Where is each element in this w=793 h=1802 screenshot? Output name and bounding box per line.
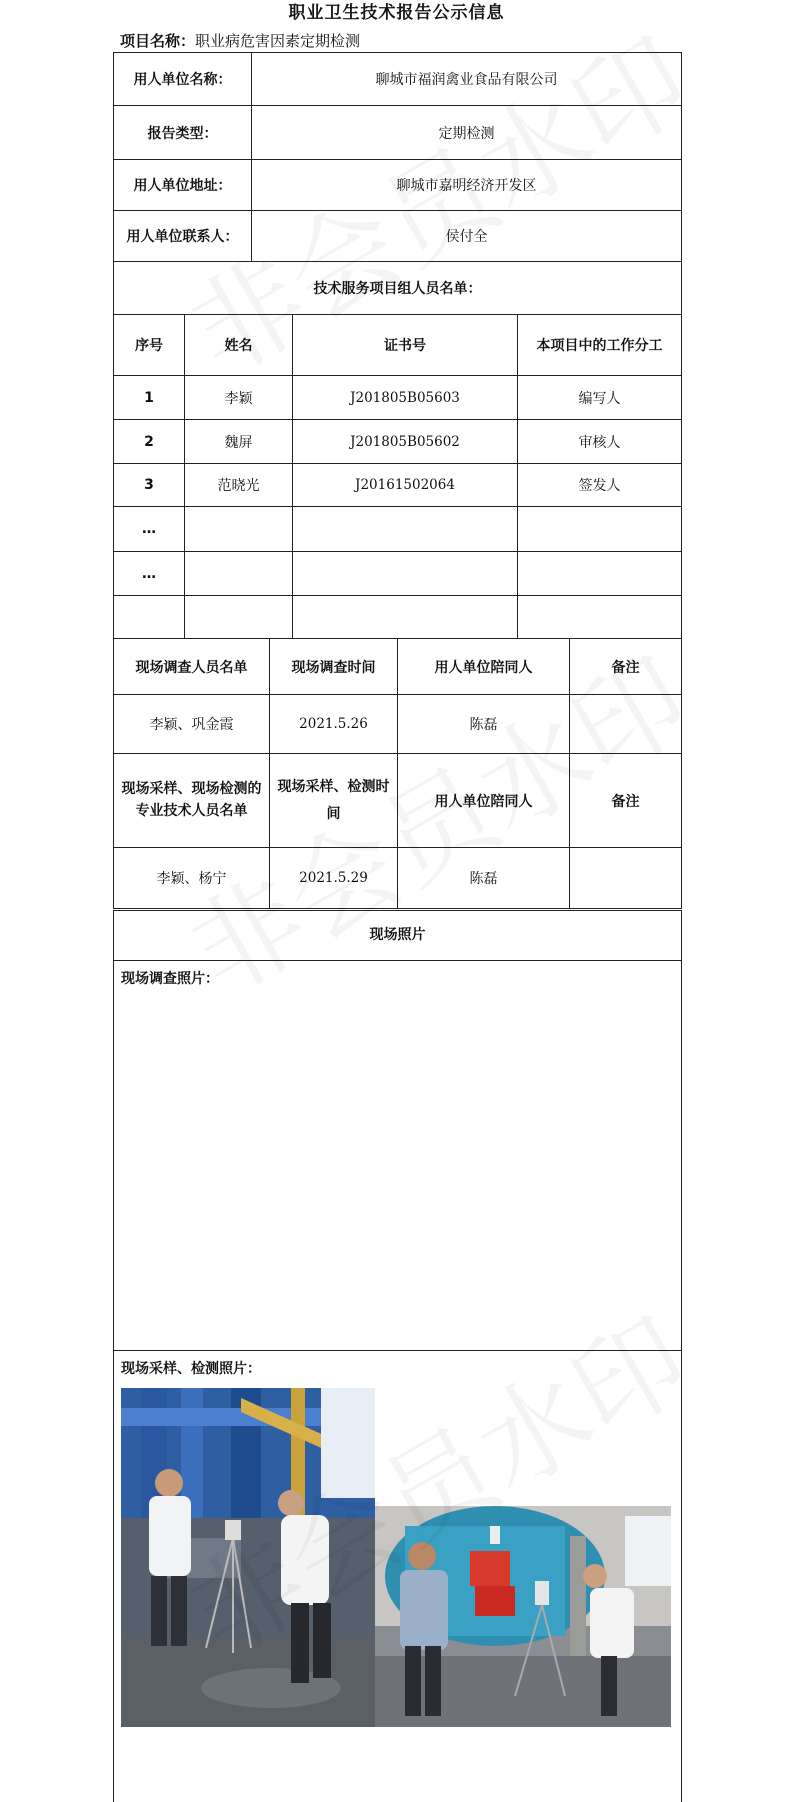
team-cell: 3 bbox=[114, 464, 185, 507]
team-cell bbox=[518, 552, 682, 596]
team-cell: J201805B05602 bbox=[293, 420, 518, 464]
survey-photos-label: 现场调查照片： bbox=[121, 971, 219, 987]
info-label: 用人单位地址： bbox=[114, 160, 252, 211]
team-cell: … bbox=[114, 552, 185, 596]
team-cell: … bbox=[114, 507, 185, 552]
team-cell bbox=[185, 552, 293, 596]
info-value: 聊城市嘉明经济开发区 bbox=[252, 160, 682, 211]
survey-cell: 2021.5.26 bbox=[270, 695, 398, 754]
team-cell: 签发人 bbox=[518, 464, 682, 507]
sampling-header: 备注 bbox=[570, 754, 682, 848]
sampling-cell: 陈磊 bbox=[398, 848, 570, 909]
table-row bbox=[114, 596, 682, 639]
team-cell: 审核人 bbox=[518, 420, 682, 464]
photos-title: 现场照片 bbox=[114, 911, 681, 961]
survey-header: 用人单位陪同人 bbox=[398, 639, 570, 695]
team-cell bbox=[185, 596, 293, 639]
team-cell bbox=[518, 507, 682, 552]
survey-table bbox=[113, 638, 682, 909]
photo-1-image bbox=[121, 1388, 375, 1727]
table-row bbox=[114, 420, 682, 464]
sampling-cell: 2021.5.29 bbox=[270, 848, 398, 909]
sampling-header: 现场采样、现场检测的专业技术人员名单 bbox=[114, 754, 270, 848]
table-row bbox=[114, 507, 682, 552]
table-row bbox=[114, 695, 682, 754]
survey-header: 备注 bbox=[570, 639, 682, 695]
survey-cell bbox=[570, 695, 682, 754]
team-cell: 魏屏 bbox=[185, 420, 293, 464]
info-label: 报告类型： bbox=[114, 106, 252, 160]
project-name bbox=[120, 30, 360, 51]
info-value: 定期检测 bbox=[252, 106, 682, 160]
divider bbox=[114, 1350, 681, 1351]
sampling-photo-2 bbox=[375, 1506, 671, 1727]
team-cell: 2 bbox=[114, 420, 185, 464]
page-title: 职业卫生技术报告公示信息 bbox=[288, 3, 505, 23]
info-label: 用人单位联系人： bbox=[114, 211, 252, 262]
team-header: 姓名 bbox=[185, 315, 293, 376]
sampling-header: 现场采样、检测时间 bbox=[270, 754, 398, 848]
table-row bbox=[114, 464, 682, 507]
info-label: 用人单位名称： bbox=[114, 53, 252, 106]
photos-section bbox=[113, 910, 682, 1802]
team-header: 序号 bbox=[114, 315, 185, 376]
project-value: 职业病危害因素定期检测 bbox=[195, 32, 361, 50]
sampling-photos-label: 现场采样、检测照片： bbox=[121, 1361, 261, 1377]
photo-2-image bbox=[375, 1506, 671, 1727]
sampling-photo-1 bbox=[121, 1388, 375, 1727]
info-table bbox=[113, 52, 682, 262]
team-cell bbox=[518, 596, 682, 639]
team-header: 证书号 bbox=[293, 315, 518, 376]
info-value: 聊城市福润禽业食品有限公司 bbox=[252, 53, 682, 106]
team-cell bbox=[185, 507, 293, 552]
team-cell: 编写人 bbox=[518, 376, 682, 420]
team-cell: 范晓光 bbox=[185, 464, 293, 507]
team-cell: J201805B05603 bbox=[293, 376, 518, 420]
sampling-header: 用人单位陪同人 bbox=[398, 754, 570, 848]
sampling-cell: 李颖、杨宁 bbox=[114, 848, 270, 909]
team-cell: 李颖 bbox=[185, 376, 293, 420]
team-cell bbox=[114, 596, 185, 639]
table-row bbox=[114, 376, 682, 420]
survey-header: 现场调查时间 bbox=[270, 639, 398, 695]
project-label: 项目名称： bbox=[120, 32, 196, 50]
survey-cell: 李颖、巩金霞 bbox=[114, 695, 270, 754]
sampling-cell bbox=[570, 848, 682, 909]
team-cell bbox=[293, 507, 518, 552]
team-table bbox=[113, 261, 682, 639]
survey-cell: 陈磊 bbox=[398, 695, 570, 754]
team-title: 技术服务项目组人员名单： bbox=[114, 262, 682, 315]
team-cell: J20161502064 bbox=[293, 464, 518, 507]
survey-header: 现场调查人员名单 bbox=[114, 639, 270, 695]
team-cell: 1 bbox=[114, 376, 185, 420]
team-header: 本项目中的工作分工 bbox=[518, 315, 682, 376]
table-row bbox=[114, 848, 682, 909]
team-cell bbox=[293, 552, 518, 596]
table-row bbox=[114, 552, 682, 596]
team-cell bbox=[293, 596, 518, 639]
info-value: 侯付全 bbox=[252, 211, 682, 262]
